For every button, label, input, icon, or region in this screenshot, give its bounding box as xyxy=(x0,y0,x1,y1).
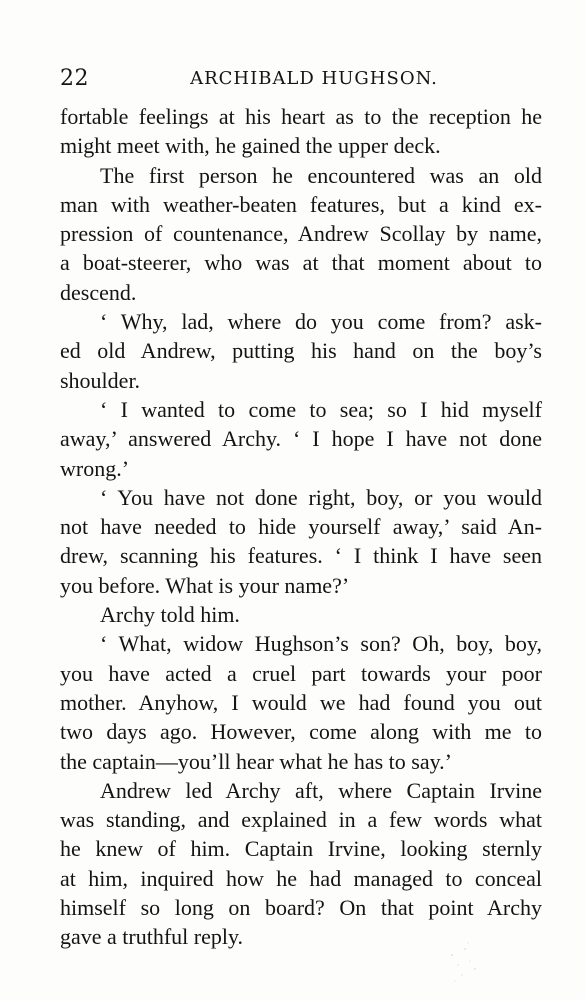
text-line: he knew of him. Captain Irvine, looking sternly xyxy=(60,836,542,862)
text-line: Archy told him. xyxy=(100,602,240,628)
text-line: you before. What is your name?’ xyxy=(60,572,350,598)
text-line: Andrew led Archy aft, where Captain Irvine xyxy=(100,777,542,803)
paragraph xyxy=(60,307,542,395)
text-line: descend. xyxy=(60,279,137,305)
text-line: mother. Anyhow, I would we had found you out xyxy=(60,689,542,715)
text-line: you have acted a cruel part towards your poor xyxy=(60,660,542,686)
text-line: ‘ What, widow Hughson’s son? Oh, boy, boy, xyxy=(100,631,542,657)
text-line: the captain—you’ll hear what he has to say.’ xyxy=(60,748,452,774)
paragraph xyxy=(60,483,542,600)
text-line: ‘ Why, lad, where do you come from? ask- xyxy=(100,309,542,335)
paragraph xyxy=(60,776,542,952)
text-line: was standing, and explained in a few words what xyxy=(60,807,542,833)
text-line: at him, inquired how he had managed to conceal xyxy=(60,865,542,891)
paragraph xyxy=(60,161,542,307)
paragraph xyxy=(60,600,542,629)
text-line: himself so long on board? On that point Archy xyxy=(60,895,542,921)
text-line: man with weather-beaten features, but a kind ex- xyxy=(60,191,542,217)
text-line: two days ago. However, come along with me to xyxy=(60,719,542,745)
paragraph xyxy=(60,395,542,483)
text-line: not have needed to hide yourself away,’ said An- xyxy=(60,514,542,540)
text-line: wrong.’ xyxy=(60,455,130,481)
paragraph xyxy=(60,102,542,161)
page-number: 22 xyxy=(60,66,89,91)
text-line: fortable feelings at his heart as to the reception he xyxy=(60,104,542,129)
running-head xyxy=(60,64,540,94)
text-line: ‘ You have not done right, boy, or you would xyxy=(100,484,542,510)
text-line: gave a truthful reply. xyxy=(60,924,244,950)
text-line: pression of countenance, Andrew Scollay by name, xyxy=(60,221,542,247)
text-line: shoulder. xyxy=(60,367,141,393)
running-title: ARCHIBALD HUGHSON. xyxy=(190,68,438,89)
text-line: drew, scanning his features. ‘ I think I have seen xyxy=(60,543,542,569)
text-line: ed old Andrew, putting his hand on the boy’s xyxy=(60,338,542,364)
text-line: The first person he encountered was an old xyxy=(100,162,542,188)
text-line: away,’ answered Archy. ‘ I hope I have not done xyxy=(60,426,542,452)
text-line: a boat-steerer, who was at that moment about to xyxy=(60,250,542,276)
body-text xyxy=(60,102,542,952)
paragraph xyxy=(60,629,542,775)
paper-speckle xyxy=(440,935,540,990)
text-line: ‘ I wanted to come to sea; so I hid myself xyxy=(100,396,542,422)
text-line: might meet with, he gained the upper deck. xyxy=(60,133,441,159)
